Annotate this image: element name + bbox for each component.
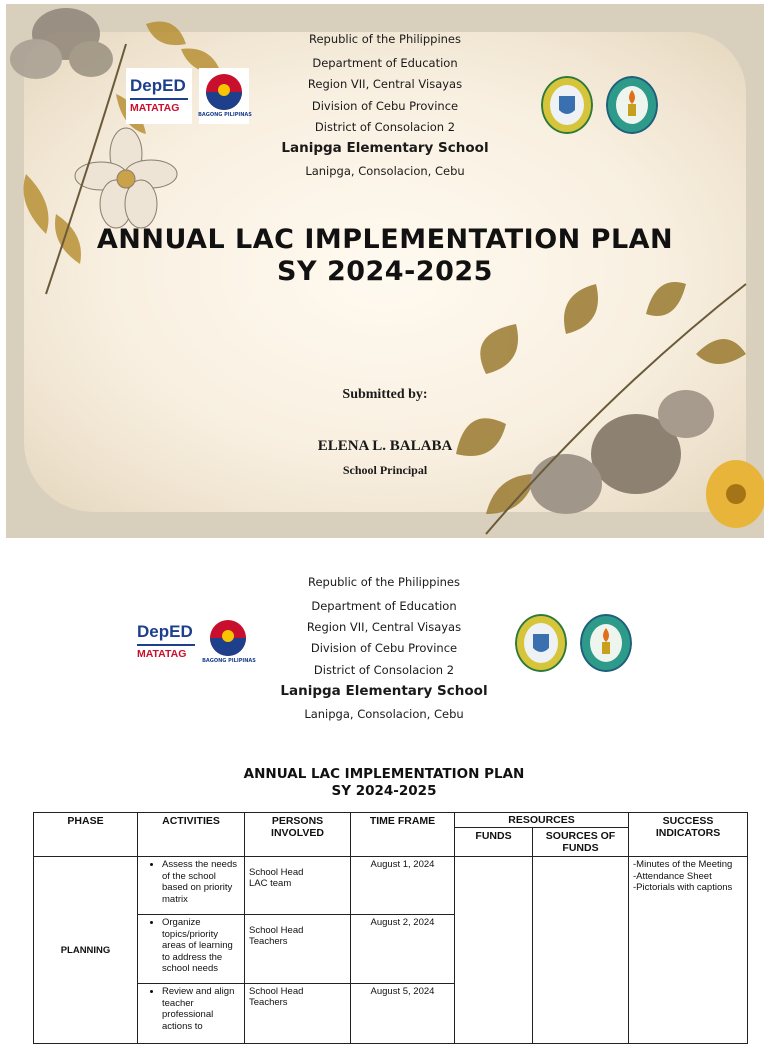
plan-title-line2: SY 2024-2025	[331, 783, 437, 799]
page2-region: Region VII, Central Visayas	[306, 620, 462, 634]
date-cell: August 1, 2024	[351, 857, 455, 915]
sources-cell	[533, 857, 629, 1044]
page2-address: Lanipga, Consolacion, Cebu	[304, 707, 464, 721]
persons-cell: School Head LAC team	[245, 857, 351, 915]
indicator-item: -Minutes of the Meeting	[633, 859, 733, 870]
page2-bagong-pilipinas-label: BAGONG PILIPINAS	[202, 658, 256, 664]
page2-school-name: Lanipga Elementary School	[280, 683, 488, 699]
page2-school-seal-icon	[580, 614, 632, 672]
header-activities: ACTIVITIES	[138, 813, 245, 857]
cover-republic: Republic of the Philippines	[308, 32, 462, 46]
district-seal-icon	[541, 76, 593, 134]
activity-cell	[138, 857, 245, 915]
deped-logo-text: DepED	[130, 76, 186, 95]
cover-title-line1: ANNUAL LAC IMPLEMENTATION PLAN	[96, 224, 674, 255]
activity-cell	[138, 915, 245, 984]
indicator-item: -Pictorials with captions	[633, 882, 733, 893]
persons-cell: School Head Teachers	[245, 915, 351, 984]
header-time-frame: TIME FRAME	[351, 813, 455, 857]
submitted-by-label: Submitted by:	[342, 387, 428, 402]
cover-district: District of Consolacion 2	[314, 120, 456, 134]
header-success-indicators: SUCCESS INDICATORS	[629, 813, 748, 857]
page2-district: District of Consolacion 2	[313, 663, 455, 677]
header-persons-involved: PERSONS INVOLVED	[245, 813, 351, 857]
page2-district-seal-icon	[515, 614, 567, 672]
bagong-pilipinas-label: BAGONG PILIPINAS	[198, 112, 252, 118]
activity-cell	[138, 984, 245, 1044]
matatag-logo-text: MATATAG	[130, 102, 180, 114]
phase-cell: PLANNING	[34, 857, 138, 1044]
page2-department: Department of Education	[311, 599, 457, 613]
header-sources-of-funds: SOURCES OF FUNDS	[533, 828, 629, 857]
cover-school-name: Lanipga Elementary School	[281, 140, 489, 156]
success-indicators-cell	[629, 857, 748, 1044]
cover-title-line2: SY 2024-2025	[277, 256, 493, 287]
header-resources: RESOURCES	[455, 813, 629, 828]
persons-cell: School Head Teachers	[245, 984, 351, 1044]
cover-department: Department of Education	[312, 56, 458, 70]
principal-title: School Principal	[342, 463, 428, 477]
floral-decoration-bottom-right	[446, 274, 764, 538]
header-funds: FUNDS	[455, 828, 533, 857]
lac-plan-table	[33, 812, 748, 1044]
school-seal-icon	[606, 76, 658, 134]
deped-matatag-logo	[126, 68, 192, 124]
table-row	[34, 857, 748, 915]
plan-title-line1: ANNUAL LAC IMPLEMENTATION PLAN	[243, 766, 525, 782]
cover-address: Lanipga, Consolacion, Cebu	[305, 164, 465, 178]
page2-deped-logo-text: DepED	[137, 622, 193, 641]
cover-division: Division of Cebu Province	[311, 99, 459, 113]
header-phase: PHASE	[34, 813, 138, 857]
bagong-pilipinas-logo	[198, 68, 252, 124]
activity-item: • Organize topics/priority areas of learning to address the school needs	[162, 917, 240, 975]
funds-cell	[455, 857, 533, 1044]
page2-republic: Republic of the Philippines	[307, 575, 461, 589]
page2-deped-matatag-logo	[133, 614, 199, 670]
table-header-row	[34, 813, 748, 828]
cover-region: Region VII, Central Visayas	[307, 77, 463, 91]
date-cell: August 2, 2024	[351, 915, 455, 984]
indicator-item: -Attendance Sheet	[633, 870, 712, 882]
cover-page	[6, 4, 764, 538]
activity-item: • Review and align teacher professional actions to	[162, 986, 240, 1032]
principal-name: ELENA L. BALABA	[317, 438, 453, 454]
date-cell: August 5, 2024	[351, 984, 455, 1044]
activity-item: • Assess the needs of the school based on priority matrix	[162, 859, 240, 905]
page2-bagong-pilipinas-logo	[202, 614, 256, 670]
page2-division: Division of Cebu Province	[310, 641, 458, 655]
page2-matatag-logo-text: MATATAG	[137, 648, 187, 660]
